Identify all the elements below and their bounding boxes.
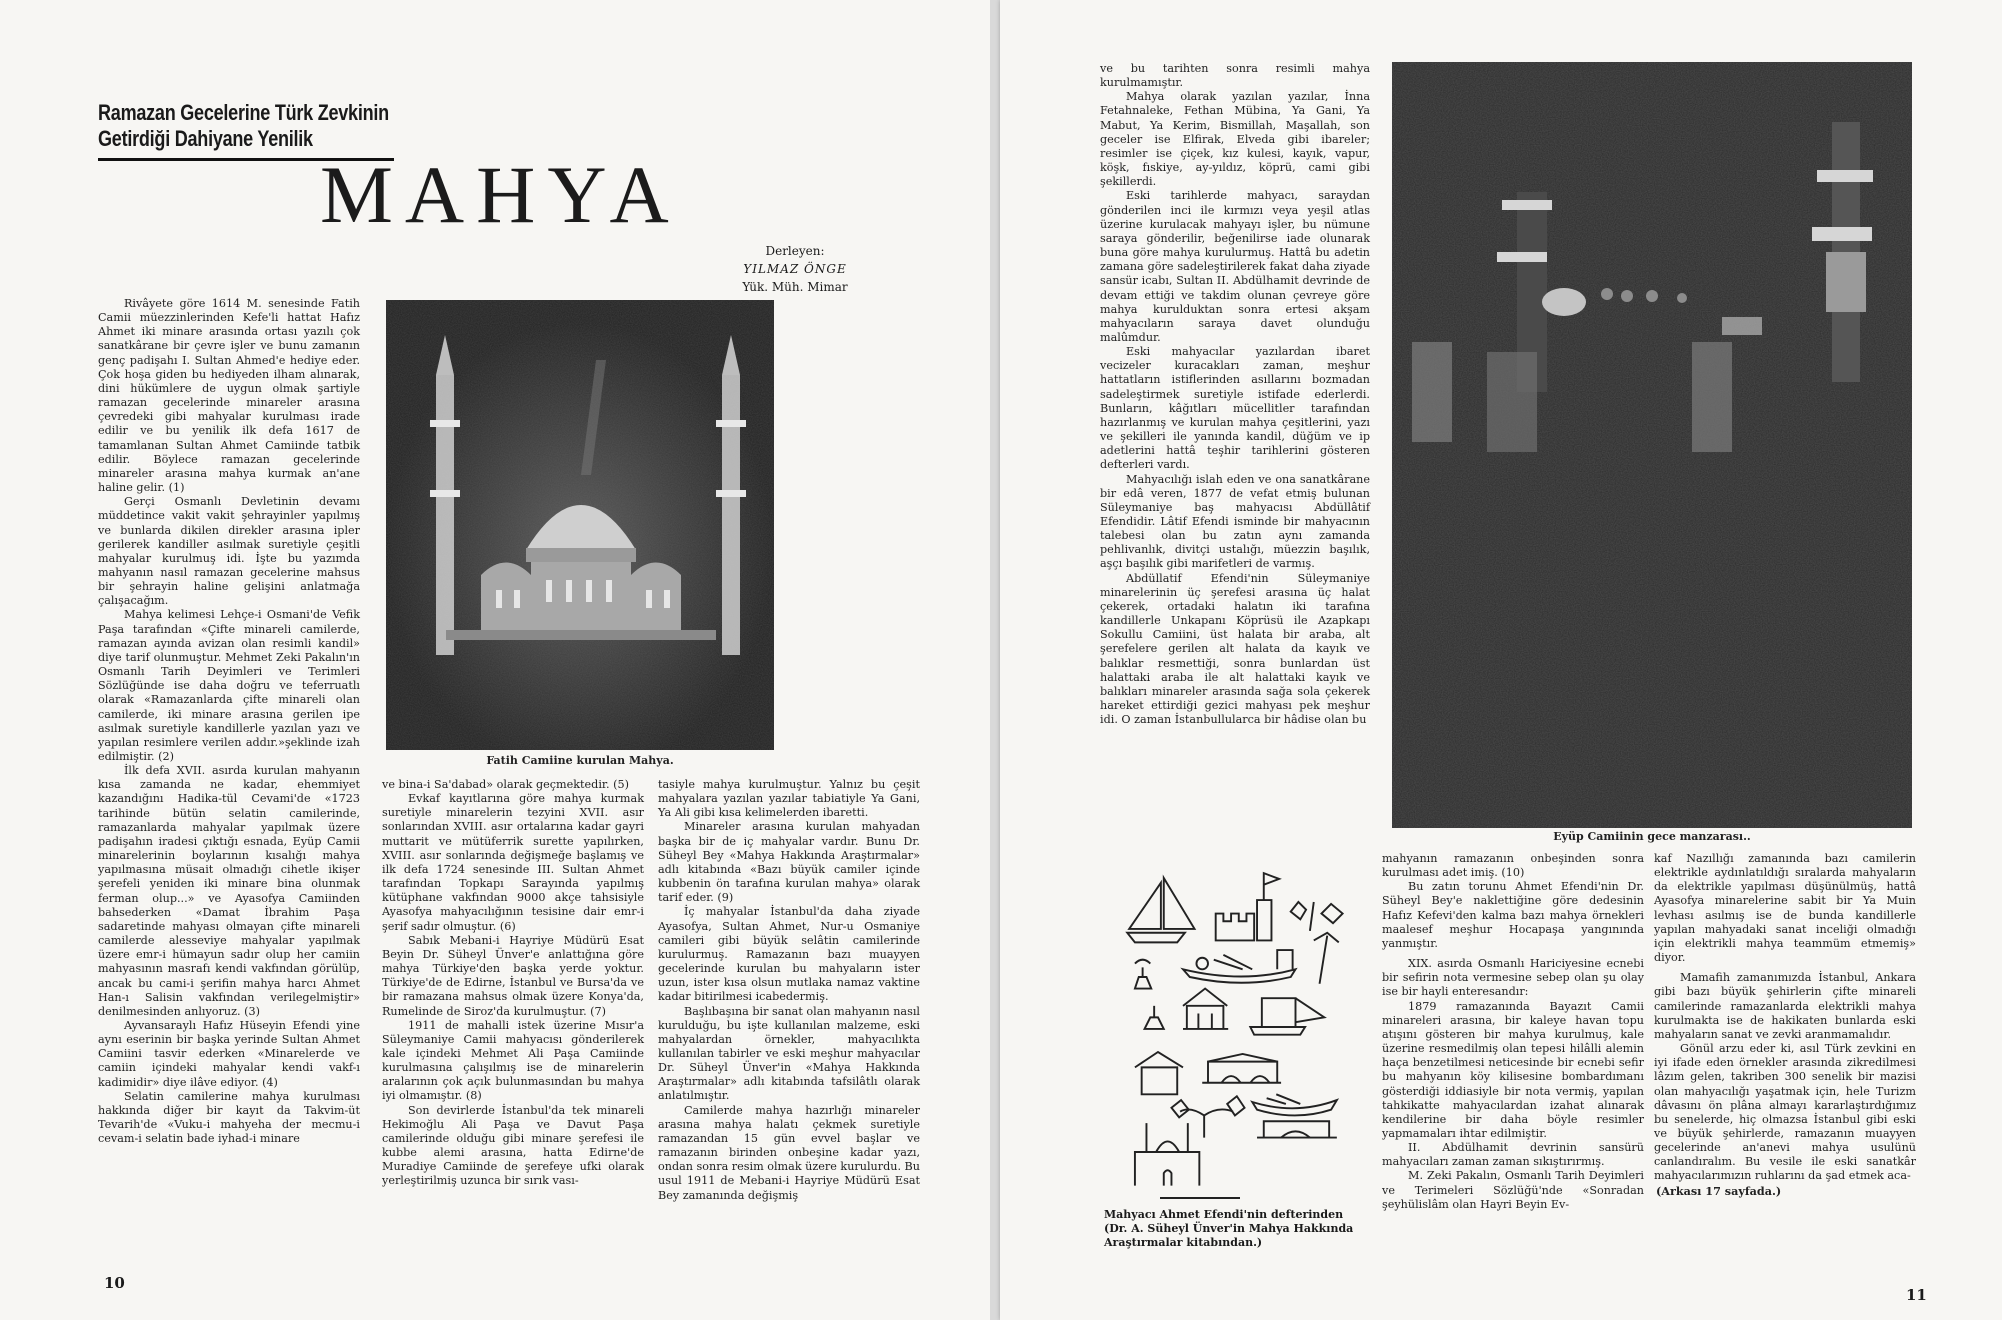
kicker-line-1: Ramazan Gecelerine Türk Zevkinin [98, 100, 389, 125]
paragraph: Camilerde mahya hazırlığı minareler arasına mahya halatı çekmek suretiyle ramazandan 15 gün evvel başlar ve ramazanın birinden onbeşine kadar yazı, ondan sonra resim olmak üzere kurulurdu. Bu usul 1911 de Mebani-i Hayriye Müdürü Esat Bey zamanında değişmiş [658, 1103, 920, 1202]
paragraph: Gerçi Osmanlı Devletinin devamı müddetince vakit vakit şehrayinler yapılmış ve bunlarda dikilen direkler arasına ipler gerilerek kandiller asılmak suretiyle çeşitli mahyalar kurulmuş idi. İşte bu yazımda mahyanın nasıl ramazan gecelerine mahsus bir şehrayin haline gelişini anlatmağa çalışacağım. [98, 495, 360, 608]
paragraph: Eski tarihlerde mahyacı, saraydan gönderilen inci ile kırmızı veya yeşil atlas üzerine kurulacak mahyayı işler, bu nümune saraya gönderilir, beğenilirse iade olunarak buna göre mahya kurulurmuş. Hattâ bu adetin zamana göre sadeleştirilerek fakat daha ziyade sansür icabı, Sultan II. Abdülhamit devrinde de devam ettiği ve takdim olunan çevreye göre mahya kurulduktan sonra ertesi akşam mahyacıların saraya davet olunduğu malûmdur. [1100, 189, 1370, 344]
page-number: 10 [104, 1274, 125, 1292]
paragraph: Minareler arasına kurulan mahyadan başka bir de iç mahyalar vardır. Bunu Dr. Süheyl Bey «Mahya Hakkında Araştırmalar» adlı kitabında «Bazı büyük camiler içinde kubbenin ön tarafına kurulan mahya» olarak tarif eder. (9) [658, 820, 920, 905]
paragraph: Ayvansaraylı Hafız Hüseyin Efendi yine aynı eserinin bir başka yerinde Sultan Ahmet Camiini tasvir ederken «Minarelerde ve camiin içindeki mahyalar kendi vakf-ı kadimidir» diye ilâve ediyor. (4) [98, 1018, 360, 1089]
paragraph: Son devirlerde İstanbul'da tek minareli Hekimoğlu Ali Paşa ve Davut Paşa camilerinde olduğu gibi minare şerefesi ile kubbe alemi arasına, hatta Edirne'de Muradiye Camiinde de şerefeye ufki olarak yerleştirilmiş uzunca bir sırık vası- [382, 1103, 644, 1188]
paragraph: Selatin camilerine mahya kurulması hakkında diğer bir kayıt da Takvim-üt Tevarih'de «Vuku-i mahyeha der mecmu-i cevam-i selatin bade iyhad-i minare [98, 1089, 360, 1146]
steamship-icon [1250, 998, 1324, 1035]
left-column-2 [382, 778, 644, 1189]
right-page [1000, 0, 2002, 1320]
fountain-small-icon [1145, 1006, 1164, 1029]
sketch-caption-line: Araştırmalar kitabından.) [1104, 1236, 1263, 1249]
paragraph: 1911 de mahalli istek üzerine Mısır'a Süleymaniye Camii mahyacısı gönderilerek kale içindeki Mehmet Ali Paşa Camiinde kurulmasına çalışılmış ise de minarelerin aralarının çok açık bulunmasından bu mahya iyi olmamıştır. (8) [382, 1018, 644, 1103]
palm-tree-icon [1314, 933, 1339, 984]
left-column-1 [98, 297, 360, 1146]
paragraph: ve bina-i Sa'dabad» olarak geçmektedir. (5) [382, 778, 629, 791]
sketch-caption [1104, 1208, 1374, 1250]
paragraph: Gönül arzu eder ki, asıl Türk zevkini en iyi ifade eden örnekler arasında zikredilmesi lâzım gelen, takriben 300 senelik bir mazisi olan mahyacılığı yaşatmak için, hele Turizm dâvasını ön plâna almayı kararlaştırdığımız bu senelerde, hiç olmazsa İstanbul gibi eski ve büyük şehirlerde, ramazanın muayyen gecelerinde an'anevi mahya usulünü canlandıralım. Bu vesile ile eski sanatkâr mahyacılarımızın ruhlarını da şad etmek aca- [1654, 1042, 1916, 1183]
paragraph: ve bu tarihten sonra resimli mahya kurulmamıştır. [1100, 62, 1370, 90]
paragraph: kaf Nazıllığı zamanında bazı camilerin elektrikle aydınlatıldığı sıralarda mahyaların da elektrikle yapılması düşünülmüş, hattâ Ayasofya minarelerine sabit bir Ya Muin levhası asılmış ise de bunda kandillerle yapılan mahyadaki sanat inceliği olmadığı için elektrikli mahya teammüm etmemiş» diyor. [1654, 852, 1916, 965]
paragraph: II. Abdülhamit devrinin sansürü mahyacıları zaman zaman sıkıştırırmış. [1382, 1141, 1644, 1169]
paragraph: Bu zatın torunu Ahmet Efendi'nin Dr. Süheyl Bey'e naklettiğine göre dedesinin Hafız Kefevi'den kalma bazı mahya örnekleri maalesef meşhur Hocapaşa yangınında yanmıştır. [1382, 880, 1644, 950]
left-column-3 [658, 778, 920, 1203]
sketch-caption-line: (Dr. A. Süheyl Ünver'in Mahya Hakkında [1104, 1222, 1354, 1235]
right-column-3 [1654, 852, 1916, 1198]
article-title: MAHYA [320, 149, 681, 240]
byline-label: Derleyen: [765, 244, 825, 258]
fatih-mosque-night-photo [386, 300, 774, 750]
caique-icon [1183, 950, 1296, 983]
kicker-line-2: Getirdiği Dahiyane Yenilik [98, 126, 313, 151]
paragraph: Başlıbaşına bir sanat olan mahyanın nasıl kurulduğu, bu işte kullanılan malzeme, eski mahyalardan örnekler, mahyacılıkta kullanılan tabirler ve eski meşhur mahyacılar Dr. Süheyl Ünver'in «Mahya Hakkında Araştırmalar» adlı kitabında tafsilâtlı olarak anlatılmıştır. [658, 1004, 920, 1103]
paragraph: XIX. asırda Osmanlı Hariciyesine ecnebi bir sefirin nota vermesine sebep olan şu olay ise bir hayli enteresandır: [1382, 957, 1644, 999]
flower-branch-icon [1171, 1096, 1244, 1137]
paragraph: 1879 ramazanında Bayazıt Camii minareleri arasına, bir kaleye havan topu atışını gösteren bir mahya kurulmuş, kale üzerine resmedilmiş olan tepesi hilâlli alemin haça benzetilmesi neticesinde bir ecnebi sefir bu mahyanın köy kilisesine bombardımanı gösterdiği iddiasiyle bir nota vermiş, yapılan tahkikatte mahyacılardan izahat alınarak kendilerine bir daha böyle resimler yapmamaları ihtar edilmiştir. [1382, 999, 1644, 1140]
paragraph: İç mahyalar İstanbul'da daha ziyade Ayasofya, Sultan Ahmet, Nur-u Osmaniye camileri gibi büyük selâtin camilerinde kurulurmuş. Ramazanın bazı muayyen gecelerinde kurulan bu mahyaların ister uzun, ister kısa olsun mutlaka namaz vaktine kadar bitirilmesi icabedermiş. [658, 905, 920, 1004]
byline-credential: Yük. Müh. Mimar [742, 280, 848, 294]
mosque-photo-icon [386, 300, 774, 750]
fountain-icon [1135, 960, 1151, 989]
rowboat-icon [1252, 1094, 1337, 1115]
mosque-icon [1135, 1123, 1199, 1186]
page-gutter [990, 0, 1000, 1320]
byline-author: YILMAZ ÖNGE [743, 262, 847, 276]
article-kicker [98, 100, 389, 152]
eyup-mosque-night-photo [1392, 62, 1912, 828]
bridge-icon [1202, 1054, 1281, 1083]
paragraph: Eski mahyacılar yazılardan ibaret vecizeler kuracakları zaman, meşhur hattatların istiflerinden asıllarını bozmadan sadeleştirmek suretiyle istifade ederlerdi. Bunların, kâğıtları mücellitler tarafından hazırlanmış ve kurulan mahya çeşitlerini, yazı ve şekilleri ile yanında kandil, düğüm ve ip adetlerini hattâ teşhir tarihlerini gösteren defterleri vardı. [1100, 345, 1370, 472]
sailboat-icon [1127, 878, 1194, 942]
sketch-divider [1160, 1197, 1240, 1199]
paragraph: Mahya olarak yazılan yazılar, İnna Fetahnaleke, Fethan Mübina, Ya Gani, Ya Mabut, Ya Kerim, Bismillah, Maşallah, son geceler ise Elfirak, Elveda gibi ibareler; resimler ise çiçek, kız kulesi, kayık, vapur, köşk, fıskiye, ay-yıldız, köprü, cami gibi şekillerdi. [1100, 90, 1370, 189]
paragraph: Mahyacılığı islah eden ve ona sanatkârane bir edâ veren, 1877 de vefat etmiş bulunan Süleymaniye baş mahyacısı Abdüllâtif Efendidir. Lâtif Efendi isminde bir mahyacının talebesi olan bu zatın aynı zamanda pehlivanlık, divitçi ustalığı, müezzin başılık, aşçı başılık gibi marifetleri de varmış. [1100, 472, 1370, 571]
paragraph: M. Zeki Pakalın, Osmanlı Tarih Deyimleri ve Terimeleri Sözlüğü'nde «Sonradan şeyhülislâm olan Hayri Beyin Ev- [1382, 1169, 1644, 1211]
paragraph: Mamafih zamanımızda İstanbul, Ankara gibi bazı büyük şehirlerin çifte minareli camilerinde ramazanlarda elektrikli mahya kurulmakta ise de hakikaten bunlarda eski mahyaların sanat ve zevki aranmamalıdır. [1654, 971, 1916, 1041]
photo-caption: Fatih Camiine kurulan Mahya. [486, 754, 674, 767]
paragraph: İlk defa XVII. asırda kurulan mahyanın kısa zamanda ne kadar, ehemmiyet kazandığını Hadika-tül Cevami'de «1723 tarihinde bütün selatin camilerinde, ramazanlarda mahyalar yapılmak üzere padişahın iradesi çıktığı esnada, Eyüp Camii minarelerinin boylarının kısalığı mahya yapılmasına müsait olmadığı cihetle ikişer şerefeli yeniden iki minare bina olunmak ferman olup...» ve Ayasofya Camiinden bahsederken «Damat İbrahim Paşa sadaretinde mahyası olmayan çifte minareli camilerde alesseviye mahyalar yapılmak üzere emr-i hümayun sadır olup her camiin mahyasının masrafı kendi vakfından görülüp, ancak bu cami-i şerifin mahya harcı Ahmet Han-ı Salisin vakfından verilegelmiştir» denilmesinden anlıyoruz. (3) [98, 764, 360, 1018]
paragraph: Abdüllatif Efendi'nin Süleymaniye minarelerinin üç şerefesi arasına üç halat çekerek, ortadaki halatın iki tarafına kandillerle Unkapanı Köprüsü ile Azapkapı Sokullu Camiini, üst halata bir araba, alt şerefelere gerilen alt halata da kayık ve balıklar resmettiği, sonra bunlardan üst halattaki araba ile alt halattaki kayık ve balıkları minareler arasında sağa sola çekerek hareket ettirdiği gezici mahyası pek meşhur idi. O zaman İstanbullularca bir hâdise olan bu [1100, 571, 1370, 727]
pavilion-icon [1135, 1052, 1183, 1094]
paragraph: tasiyle mahya kurulmuştur. Yalnız bu çeşit mahyalara yazılan yazılar tabiatiyle Ya Gani, Ya Ali gibi kısa kelimelerden ibaretti. [658, 778, 920, 820]
flower-icon [1291, 902, 1343, 931]
sketch-caption-line: Mahyacı Ahmet Efendi'nin defterinden [1104, 1208, 1344, 1221]
right-column-1 [1100, 62, 1370, 727]
small-bridge-icon [1257, 1121, 1337, 1137]
mosque-night-photo-icon [1392, 62, 1912, 828]
mahya-motif-sketches [1108, 862, 1358, 1192]
paragraph: Rivâyete göre 1614 M. senesinde Fatih Camii müezzinlerinden Kefe'li hattat Hafız Ahmet iki minare arasında ortası yazılı çok sanatkârane bir çevre işler ve bunu zamanın genç padişahı I. Sultan Ahmed'e hediye eder. Çok hoşa giden bu hediyeden ilham alınarak, dini hükümlere de uygun olmak şartiyle ramazan gecelerinde minareler arasına çevredeki gibi mahyalar kurulması irade edilir ve bu yenilik ilk defa 1617 de tamamlanan Sultan Ahmet Camiinde tatbik edilir. Böylece ramazan gecelerinde minareler arasına mahya kurmak an'ane haline gelir. (1) [98, 297, 360, 495]
castle-icon [1216, 873, 1279, 940]
right-column-2 [1382, 852, 1644, 1212]
page-number: 11 [1906, 1286, 1927, 1304]
kiosk-icon [1183, 989, 1228, 1029]
paragraph: mahyanın ramazanın onbeşinden sonra kurulması adet imiş. (10) [1382, 852, 1644, 880]
left-page [0, 0, 990, 1320]
paragraph: Evkaf kayıtlarına göre mahya kurmak suretiyle minarelerin tezyini XVII. asır sonlarından XVIII. asır ortalarına kadar gayri muttarit ve mütüferrik surette yapılırken, XVIII. asır sonlarında değişmeğe başlamış ve ilk defa 1724 senesinde III. Sultan Ahmet tarafından Topkapı Sarayında yapılmış kütüphane vakfından 9000 akçe tahsisiyle Ayasofya mahyacılığının tesisine dair emr-i şerif sadır olmuştur. (6) [382, 792, 644, 933]
byline [730, 242, 860, 296]
photo-caption: Eyüp Camiinin gece manzarası.. [1553, 830, 1751, 843]
paragraph: Mahya kelimesi Lehçe-i Osmani'de Vefik Paşa tarafından «Çifte minareli camilerde, ramazan ayında avizan olan resimli kandil» diye tarif olunmuştur. Mehmet Zeki Pakalın'ın Osmanlı Tarih Deyimleri ve Terimleri Sözlüğünde ise daha doğru ve teferruatlı olarak «Ramazanlarda çifte minareli olan camilerde, iki minare arasına gerilen ipe asılmak suretiyle kandillerle yazılan yazı ve yapılan resimlere verilen addır.»şeklinde izah edilmiştir. (2) [98, 608, 360, 763]
paragraph: Sabık Mebani-i Hayriye Müdürü Esat Beyin Dr. Süheyl Ünver'e anlattığına göre mahya Türkiye'den başka yerde yoktur. Türkiye'de de Edirne, İstanbul ve Bursa'da ve bir ramazana mahsus olmak üzere Konya'da, Rumelinde de Siroz'da kurulmuştur. (7) [382, 933, 644, 1018]
continuation-note: (Arkası 17 sayfada.) [1656, 1183, 1782, 1198]
